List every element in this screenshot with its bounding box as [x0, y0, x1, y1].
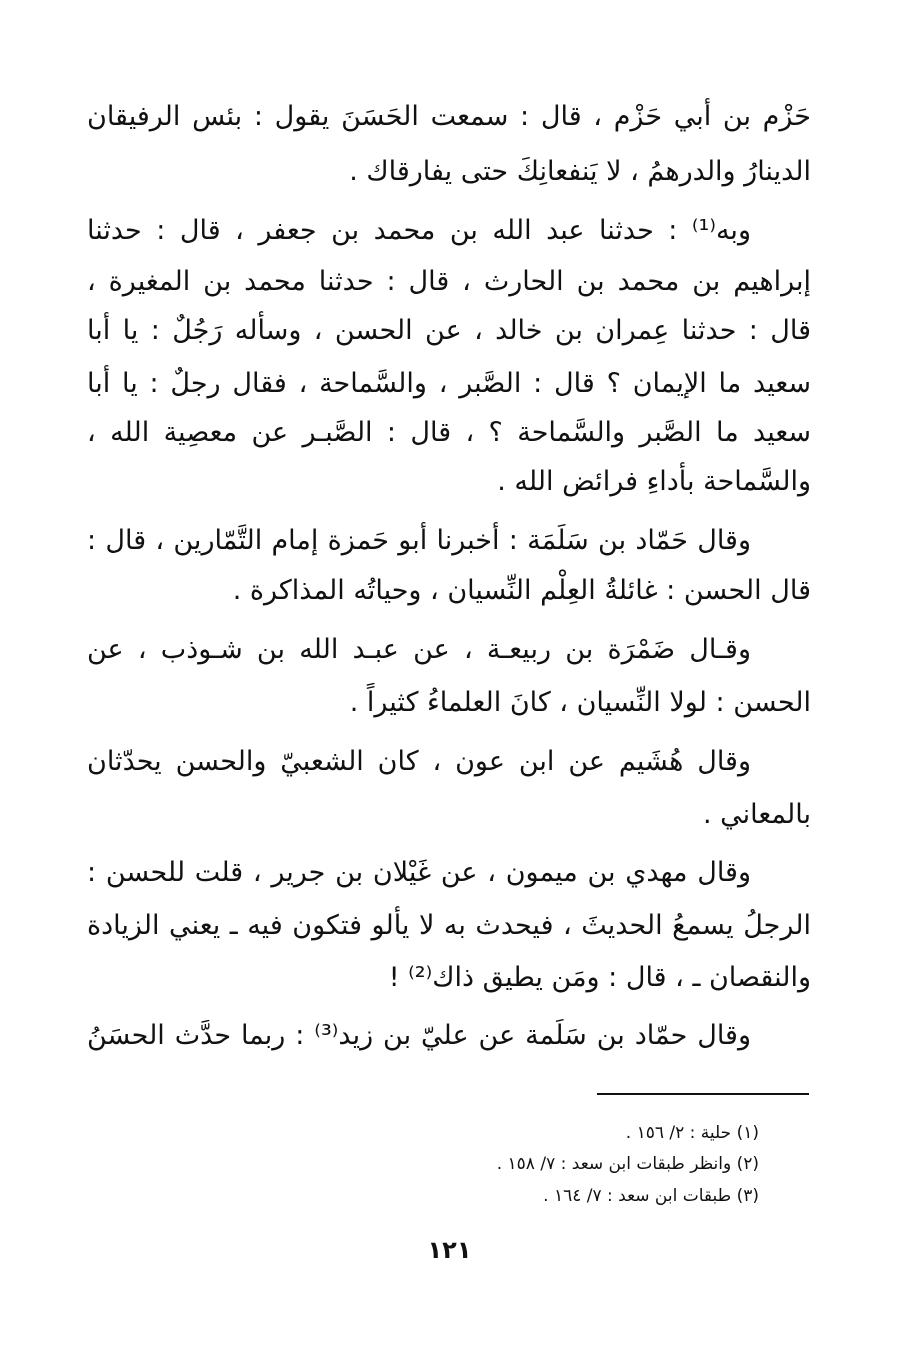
text-line: وقـال ضَمْرَة بن ربيعـة ، عن عبـد الله بن شـوذب ، عن [87, 634, 751, 665]
text-line: وقال مهدي بن ميمون ، عن غَيْلان بن جرير ، قلت للحسن : [87, 857, 751, 888]
text-line: سعيد ما الإيمان ؟ قال : الصَّبر ، والسَّماحة ، فقال رجلٌ : يا أبا [87, 368, 811, 399]
text-line: إبراهيم بن محمد بن الحارث ، قال : حدثنا محمد بن المغيرة ، [87, 266, 811, 297]
page-number: ١٢١ [427, 1236, 472, 1264]
footnote: (١) حلية : ٢/ ١٥٦ . [625, 1123, 759, 1143]
text-line: وبه⁽¹⁾ : حدثنا عبد الله بن محمد بن جعفر ، قال : حدثنا [87, 215, 751, 246]
footnote: (٢) وانظر طبقات ابن سعد : ٧/ ١٥٨ . [496, 1154, 759, 1174]
text-line: الرجلُ يسمعُ الحديثَ ، فيحدث به لا يألو فتكون فيه ـ يعني الزيادة [87, 910, 811, 941]
text-line: قال : حدثنا عِمران بن خالد ، عن الحسن ، وسأله رَجُلٌ : يا أبا [87, 315, 811, 346]
text-line: قال الحسن : غائلةُ العِلْم النِّسيان ، وحياتُه المذاكرة . [232, 575, 811, 606]
text-line: والنقصان ـ ، قال : ومَن يطيق ذاك⁽²⁾ ! [388, 962, 811, 993]
text-line: الدينارُ والدرهمُ ، لا يَنفعانِكَ حتى يفارقاك . [349, 156, 811, 187]
text-line: وقال حمّاد بن سَلَمة عن عليّ بن زيد⁽³⁾ : ربما حدَّث الحسَنُ [87, 1020, 751, 1051]
text-line: وقال هُشَيم عن ابن عون ، كان الشعبيّ والحسن يحدّثان [87, 746, 751, 777]
footnote-divider [597, 1093, 809, 1095]
footnote: (٣) طبقات ابن سعد : ٧/ ١٦٤ . [543, 1186, 759, 1206]
text-line: والسَّماحة بأداءِ فرائض الله . [497, 466, 811, 497]
text-line: وقال حَمّاد بن سَلَمَة : أخبرنا أبو حَمزة إمام التَّمّارين ، قال : [87, 525, 751, 556]
text-line: سعيد ما الصَّبر والسَّماحة ؟ ، قال : الصَّبـر عن معصِية الله ، [87, 417, 811, 448]
text-line: الحسن : لولا النِّسيان ، كانَ العلماءُ كثيراً . [349, 687, 811, 718]
text-line: بالمعاني . [702, 799, 811, 830]
text-line: حَزْم بن أبي حَزْم ، قال : سمعت الحَسَنَ يقول : بئس الرفيقان [87, 101, 811, 132]
